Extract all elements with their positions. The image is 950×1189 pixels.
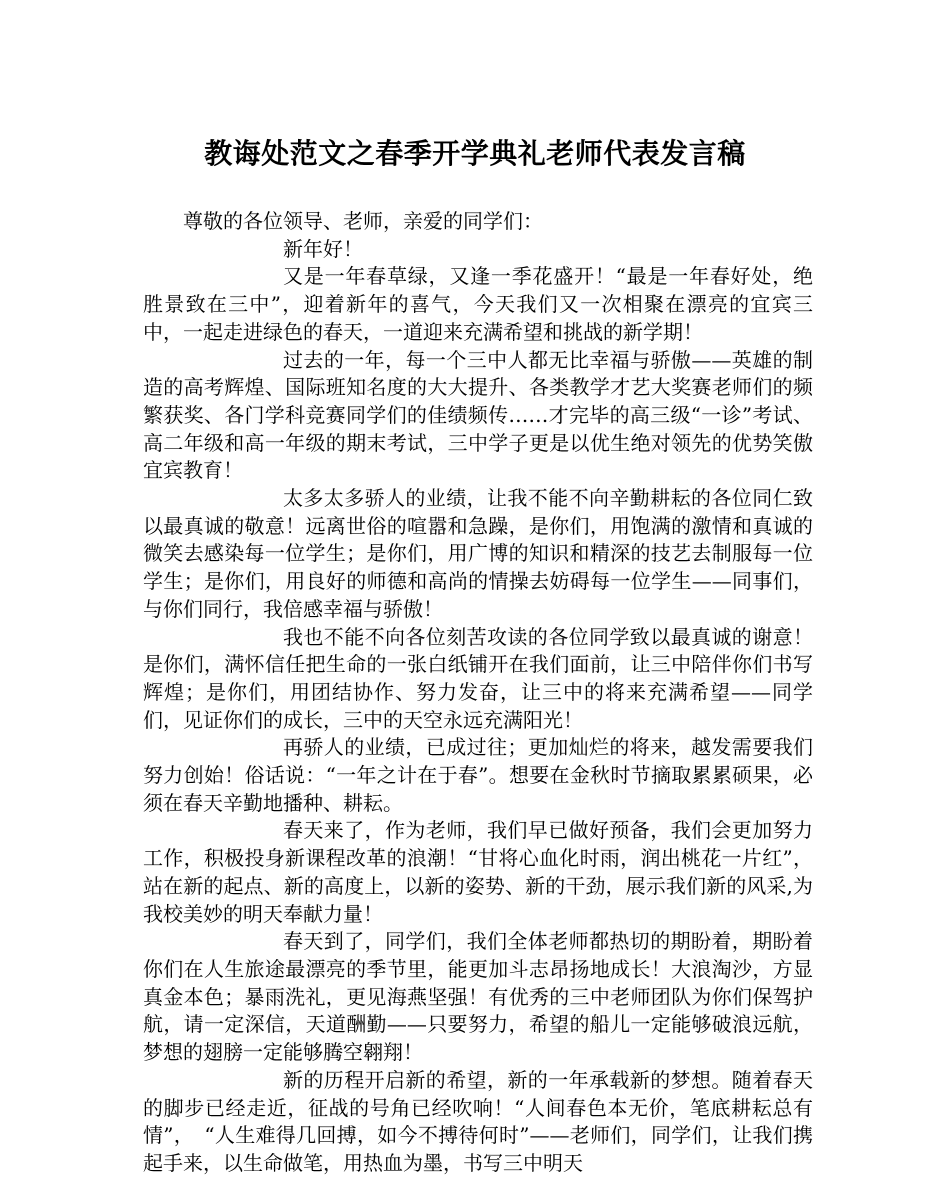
document-title: 教诲处范文之春季开学典礼老师代表发言稿 [204, 137, 746, 170]
paragraph-new-journey: 新的历程开启新的希望，新的一年承载新的梦想。随着春天的脚步已经走近，征战的号角已经吹响！“人间春色本无价，笔底耕耘总有情”， “人生难得几回搏，如今不搏待何时”——老师们，同学们，让我们携起手来，以生命做笔，用热血为墨，书写三中明天 [143, 1067, 813, 1175]
paragraph-future: 再骄人的业绩，已成过往；更加灿烂的将来，越发需要我们努力创始！俗话说：“一年之计在于春”。想要在金秋时节摘取累累硕果，必须在春天辛勤地播种、耕耘。 [143, 735, 813, 815]
paragraph-thanks-students: 我也不能不向各位刻苦攻读的各位同学致以最真诚的谢意！是你们，满怀信任把生命的一张白纸铺开在我们面前，让三中陪伴你们书写辉煌；是你们，用团结协作、努力发奋，让三中的将来充满希望——同学们，见证你们的成长，三中的天空永远充满阳光！ [143, 624, 813, 732]
paragraph-spring-opening: 又是一年春草绿，又逢一季花盛开！“最是一年春好处，绝胜景致在三中”，迎着新年的喜气，今天我们又一次相聚在漂亮的宜宾三中，一起走进绿色的春天，一道迎来充满希望和挑战的新学期！ [143, 264, 813, 344]
salutation: 尊敬的各位领导、老师，亲爱的同学们： [183, 209, 543, 233]
paragraph-thanks-colleagues: 太多太多骄人的业绩，让我不能不向辛勤耕耘的各位同仁致以最真诚的敬意！远离世俗的喧嚣和急躁，是你们，用饱满的激情和真诚的微笑去感染每一位学生；是你们，用广博的知识和精深的技艺去制服每一位学生；是你们，用良好的师德和高尚的情操去妨碍每一位学生——同事们，与你们同行，我倍感幸福与骄傲！ [143, 486, 813, 621]
paragraph-past-year: 过去的一年，每一个三中人都无比幸福与骄傲——英雄的制造的高考辉煌、国际班知名度的大大提升、各类教学才艺大奖赛老师们的频繁获奖、各门学科竞赛同学们的佳绩频传……才完毕的高三级“一诊”考试、高二年级和高一年级的期末考试，三中学子更是以优生绝对领先的优势笑傲宜宾教育！ [143, 347, 813, 483]
paragraph-teachers-commitment: 春天来了，作为老师，我们早已做好预备，我们会更加努力工作，积极投身新课程改革的浪潮！“甘将心血化时雨，润出桃花一片红”，站在新的起点、新的高度上，以新的姿势、新的干劲，展示我们新的风采,为我校美妙的明天奉献力量！ [143, 818, 813, 926]
paragraph-greeting: 新年好！ [283, 236, 363, 261]
document-body [143, 208, 813, 1178]
paragraph-students-expectation: 春天到了，同学们，我们全体老师都热切的期盼着，期盼着你们在人生旅途最漂亮的季节里，能更加斗志昂扬地成长！大浪淘沙，方显真金本色；暴雨洗礼，更见海燕坚强！有优秀的三中老师团队为你们保驾护航，请一定深信，天道酬勤——只要努力，希望的船儿一定能够破浪远航，梦想的翅膀一定能够腾空翱翔！ [143, 929, 813, 1065]
